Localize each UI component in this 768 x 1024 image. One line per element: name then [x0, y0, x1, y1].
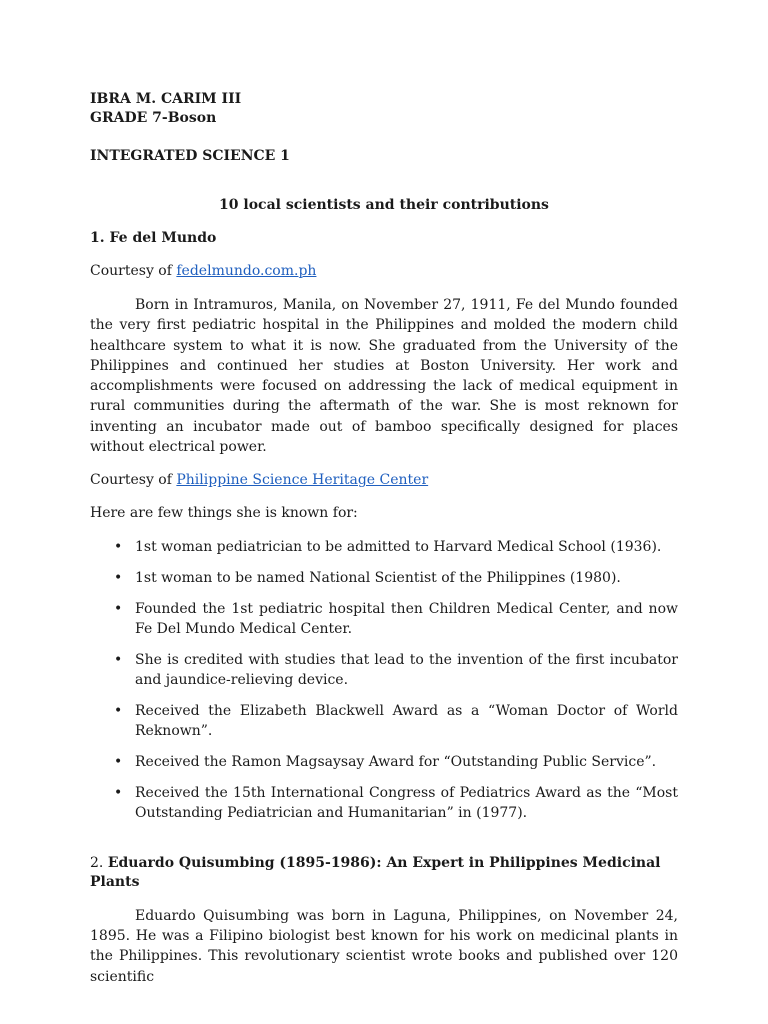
courtesy-line-2 — [90, 471, 678, 490]
list-item — [90, 568, 678, 588]
list-item-text: Founded the 1st pediatric hospital then Children Medical Center, and now Fe Del Mundo Medical Center. — [135, 600, 678, 638]
list-item — [90, 701, 678, 742]
bullet-icon: • — [114, 539, 123, 556]
section-2-heading — [90, 854, 678, 892]
list-item — [90, 650, 678, 691]
student-header — [90, 90, 678, 166]
quisumbing-paragraph: Eduardo Quisumbing was born in Laguna, Philippines, on November 24, 1895. He was a Filipino biologist best known for his work on medicinal plants in the Philippines. This revolutionary scientist wrote books and published over 120 scientific — [90, 907, 678, 985]
list-item-text: She is credited with studies that lead to the invention of the first incubator and jaundice-relieving device. — [135, 652, 678, 689]
bullet-icon: • — [114, 785, 123, 802]
known-for-intro: Here are few things she is known for: — [90, 505, 358, 522]
list-item — [90, 599, 678, 640]
list-item — [90, 783, 678, 824]
section-2-title: Eduardo Quisumbing (1895-1986): An Expert in Philippines Medicinal Plants — [90, 854, 661, 890]
courtesy-prefix: Courtesy of — [90, 263, 177, 279]
list-item — [90, 752, 678, 772]
fe-del-mundo-paragraph: Born in Intramuros, Manila, on November 27, 1911, Fe del Mundo founded the very first pediatric hospital in the Philippines and molded the modern child healthcare system to what it is now. She graduated from the University of the Philippines and continued her studies at Boston University. Her work and accomplishments were focused on addressing the lack of medical equipment in rural communities during the aftermath of the war. She is most reknown for inventing an incubator made out of bamboo specifically designed for places without electrical power. — [90, 297, 678, 456]
accomplishments-list — [90, 537, 678, 823]
bullet-icon: • — [114, 652, 123, 669]
bullet-icon: • — [114, 600, 123, 617]
list-item-text: 1st woman pediatrician to be admitted to Harvard Medical School (1936). — [135, 539, 662, 556]
list-item-text: Received the Elizabeth Blackwell Award as a “Woman Doctor of World Reknown”. — [135, 703, 678, 740]
section-1-heading: 1. Fe del Mundo — [90, 230, 217, 246]
document-page — [90, 90, 678, 1001]
list-item-text: Received the 15th International Congress of Pediatrics Award as the “Most Outstanding Pediatrician and Humanitarian” in (1977). — [135, 785, 678, 822]
document-title: 10 local scientists and their contributions — [219, 197, 549, 213]
section-2-number: 2. — [90, 854, 108, 871]
list-item-text: Received the Ramon Magsaysay Award for “Outstanding Public Service”. — [135, 754, 657, 771]
subject-title: INTEGRATED SCIENCE 1 — [90, 148, 290, 164]
psh-center-link[interactable]: Philippine Science Heritage Center — [176, 472, 429, 489]
courtesy-prefix: Courtesy of — [90, 472, 177, 489]
bullet-icon: • — [114, 703, 123, 720]
list-item-text: 1st woman to be named National Scientist of the Philippines (1980). — [135, 570, 621, 587]
student-grade: GRADE 7-Boson — [90, 110, 217, 126]
student-name: IBRA M. CARIM III — [90, 91, 242, 107]
bullet-icon: • — [114, 570, 123, 587]
courtesy-line-1 — [90, 262, 678, 281]
list-item — [90, 537, 678, 557]
bullet-icon: • — [114, 754, 123, 771]
fedelmundo-link[interactable]: fedelmundo.com.ph — [176, 263, 317, 279]
